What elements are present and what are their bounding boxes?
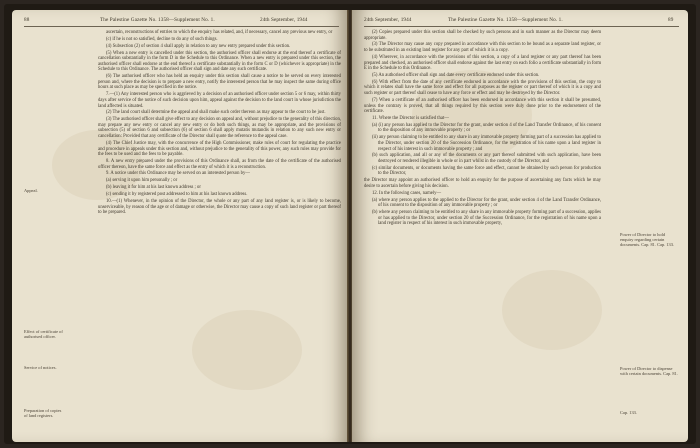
left-header-date: 24th September, 1944	[260, 17, 308, 23]
paragraph: (4) The Chief Justice may, with the concurrence of the High Commissioner, make rules of court for regulating the practice and procedure in appeals under this section and, without prejudice to the generality of this power, any such rules may provide for the fees to be used and the fees to be payable.	[98, 140, 341, 158]
paragraph: (3) The Director may cause any copy prepared in accordance with this section to be bound as a separate land register, or to be substituted in an existing land register for any part of which it is a copy.	[364, 42, 601, 54]
left-page	[12, 10, 348, 442]
paragraph: (c) sending it by registered post addressed to him at his last known address.	[106, 192, 248, 198]
margin-note: Power of Director to hold enquiry regarding certain documents. Cap. 81. Cap. 133.	[620, 232, 675, 248]
right-gazette-title: The Palestine Gazette No. 1358—Supplement No. 1.	[448, 17, 563, 23]
paragraph: (c) if he is not so satisfied, decline to do any of such things.	[106, 36, 218, 42]
paper-stain	[502, 270, 602, 350]
paragraph: (4) Subsection (2) of section 4 shall apply in relation to any new entry prepared under this section.	[106, 43, 291, 49]
paragraph: (6) With effect from the date of any certificate endorsed in accordance with the provisions of this section, the copy to which it relates shall have the same force and effect for all purposes as the register or part thereof of which it is a copy and such register or part thereof shall cease to have any force or effect and may be destroyed by the Director.	[364, 79, 601, 97]
margin-note: Cap. 133.	[620, 410, 637, 415]
paragraph: (2) Copies prepared under this section shall be checked by such persons and in such manner as the Director may deem appropriate.	[364, 30, 601, 41]
header-rule	[364, 26, 679, 27]
paragraph: (5) When a new entry is cancelled under this section, the authorised officer shall endorse at the end thereof a certificate of cancellation substantially in the form D in the Schedule to this Ordinance. When a new entry is prepared under this section, the authorised officer shall endorse at the end thereof a certificate substantially in the form C or D (whichever is appropriate) in the Schedule to this Ordinance. The authorised officer shall sign and date any such certificate.	[98, 50, 341, 73]
paragraph: (4) Wherever, in accordance with the provisions of this section, a copy of a land register or any part thereof has been prepared and checked, an authorised officer shall endorse against the last entry on each folio a certificate substantially in form E in the Schedule to this Ordinance.	[364, 54, 601, 72]
paragraph: (a) (i) any person has applied to the Director for the grant, under section 4 of the Land Transfer Ordinance, of his consent to the disposition of any immovable property ; or	[372, 122, 601, 134]
right-page	[352, 10, 688, 442]
paragraph: (5) An authorised officer shall sign and date every certificate endorsed under this section.	[372, 73, 540, 78]
paragraph: (3) The authorised officer shall give effect to any decision on appeal and, without prejudice to the generality of this direction, may prepare any new entry or cancel any new entry or do both such things, as may be appropriate, and the provisions of subsection (5) of section 6 and subsection (6) of section 6 shall apply mutatis mutandis in relation to any such new entry or cancellation: Provided that any certificate of the Director shall quote the reference to the appeal case.	[98, 117, 341, 140]
paragraph: (a) serving it upon him personally ; or	[106, 178, 178, 184]
paragraph: (c) similar documents, or documents having the same force and effect, cannot be obtained by such person for production to the Director,	[372, 165, 601, 177]
paragraph: 9. A notice under this Ordinance may be served on an interested person by—	[106, 171, 250, 177]
paragraph: 10.—(1) Whenever, in the opinion of the Director, the whole or any part of any land register is, or is likely to become, unserviceable, by reason of the age or of damage or otherwise, the Director may cause a copy of such land register or part thereof to be prepared.	[98, 199, 341, 216]
margin-note: Service of notices.	[24, 365, 57, 370]
paragraph: (7) When a certificate of an authorised officer has been endorsed in accordance with this section it shall be presumed, unless the contrary is proved, that all things required by this section were duly done prior to the endorsement of the certificate.	[364, 97, 601, 115]
left-page-number: 88	[24, 17, 30, 23]
margin-note: Preparation of copies of land registers.	[24, 408, 62, 419]
paper-stain	[192, 310, 302, 390]
margin-note: Power of Director to dispense with certain documents. Cap. 81.	[620, 366, 678, 377]
margin-note: Appeal.	[24, 188, 38, 193]
right-text-column	[364, 30, 601, 228]
left-text-column	[98, 30, 341, 217]
paragraph: (a) where any person applies to the applied to the Director for the grant, under section 4 of the Land Transfer Ordinance, of his consent to the disposition of any immovable property ; or	[372, 197, 601, 209]
left-gazette-title: The Palestine Gazette No. 1358—Supplement No. 1.	[100, 17, 215, 23]
paragraph: (b) leaving it for him at his last known address ; or	[106, 185, 201, 191]
paragraph: ascertain, reconstructions of entries to which the enquiry has related, and, if necessary, cancel any previous new entry, or	[106, 30, 333, 35]
paragraph: (b) such application, and all or any of the documents or any part thereof submitted with such application, have been destroyed or rendered illegible in whole or in part whilst in the custody of the Director, and	[372, 153, 601, 164]
paragraph: (b) where any person claiming to be entitled to any share in any immovable property forming part of a succession, applies or has applied to the Director, under section 20 of the Succession Ordinance, for the registration of his name upon a land register in respect of his interest in such immovable property,	[372, 210, 601, 227]
right-header-date: 24th September, 1944	[364, 17, 412, 23]
header-rule	[24, 26, 339, 27]
open-book	[4, 4, 696, 444]
margin-note: Effect of certificate of authorised officer.	[24, 329, 63, 340]
paragraph: 12. In the following cases, namely—	[372, 190, 442, 196]
paragraph: 8. A new entry prepared under the provisions of this Ordinance shall, as from the date of the certificate of the authorised officer thereon, have the same force and effect as the entry of which it is a reconstruction.	[98, 159, 341, 170]
paragraph: 11. Where the Director is satisfied that—	[372, 116, 449, 121]
paragraph: the Director may appoint an authorised officer to hold an enquiry for the purpose of ascertaining any facts which he may desire to ascertain before giving his decision.	[364, 178, 601, 189]
paragraph: (2) The land court shall determine the appeal and shall make such order thereon as may appear to the court to be just.	[106, 110, 326, 116]
paragraph: 7.—(1) Any interested person who is aggrieved by a decision of an authorised officer under section 5 or 6 may, within thirty days after service of the notice of such decision upon him, appeal against the decision to the land court in whose jurisdiction the land affected is situated.	[98, 92, 341, 109]
right-page-number: 89	[668, 17, 674, 23]
paragraph: (ii) any person claiming to be entitled to any share in any immovable property forming part of a succession has applied to the Director, under section 20 of the Succession Ordinance, for the registration of his name upon a land register in respect of his interest in such immovable property ; and	[372, 135, 601, 152]
paragraph: (6) The authorised officer who has held an enquiry under this section shall cause a notice to be served on every interested person and, where the decision is to prepare a new entry, notify the interested person that he may inspect the same during office hours at such place as may be specified in the notice.	[98, 74, 341, 91]
